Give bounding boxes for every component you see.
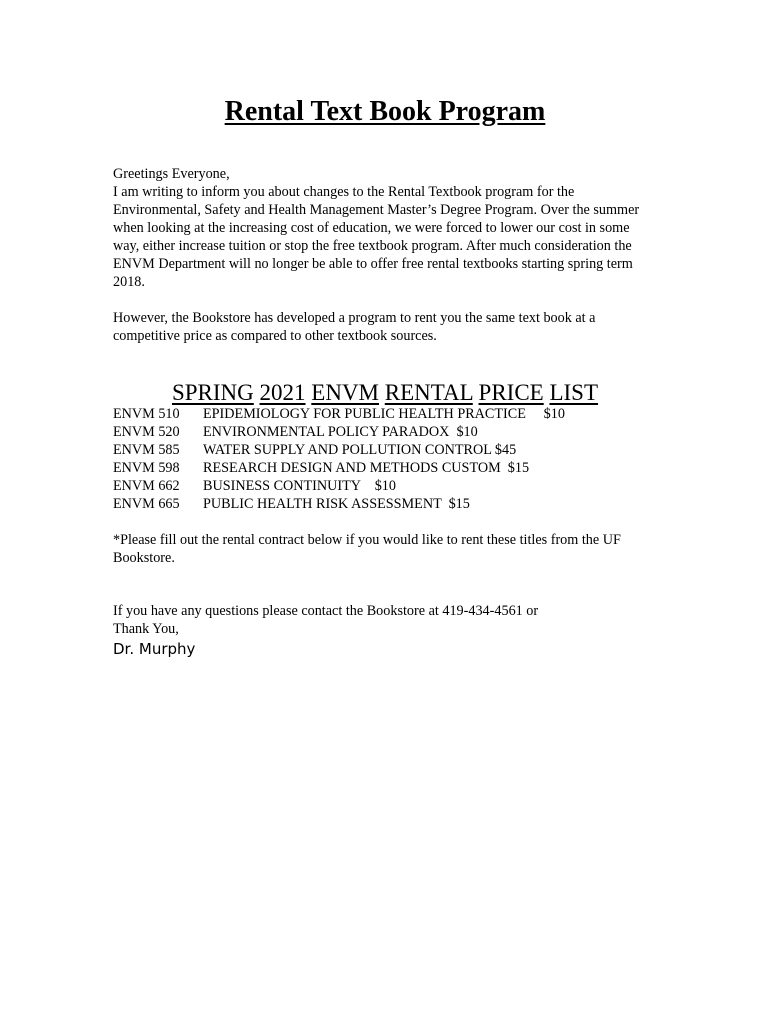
price-list-row — [113, 441, 673, 459]
bookstore-paragraph: However, the Bookstore has developed a program to rent you the same text book at a competitive price as compared to other textbook sources. — [113, 310, 596, 344]
course-title-price: PUBLIC HEALTH RISK ASSESSMENT $15 — [203, 496, 470, 512]
contact-line: If you have any questions please contact the Bookstore at 419-434-4561 or — [113, 603, 539, 619]
closing-line: Thank You, — [113, 621, 179, 637]
intro-paragraph: I am writing to inform you about changes to the Rental Textbook program for the Environmental, Safety and Health Management Master’s Degree Program. Over the summer when looking at the increasing cost of education, we were forced to lower our cost in some way, either increase tuition or stop the free textbook program. After much consideration the ENVM Department will no longer be able to offer free rental textbooks starting spring term 2018. — [113, 184, 640, 290]
price-heading-word: ENVM — [311, 380, 380, 405]
document-title: Rental Text Book Program — [224, 96, 546, 127]
course-title-price: BUSINESS CONTINUITY $10 — [203, 478, 396, 494]
course-title-price: EPIDEMIOLOGY FOR PUBLIC HEALTH PRACTICE $10 — [203, 406, 565, 422]
greeting: Greetings Everyone, — [113, 166, 230, 182]
price-list-heading — [0, 378, 770, 408]
course-title-price: RESEARCH DESIGN AND METHODS CUSTOM $15 — [203, 460, 530, 476]
course-code: ENVM 520 — [113, 424, 180, 440]
price-list-row — [113, 423, 673, 441]
course-title-price: WATER SUPPLY AND POLLUTION CONTROL $45 — [203, 442, 517, 458]
course-code: ENVM 585 — [113, 442, 180, 458]
course-code: ENVM 598 — [113, 460, 180, 476]
price-heading-word: PRICE — [478, 380, 544, 405]
course-title-price: ENVIRONMENTAL POLICY PARADOX $10 — [203, 424, 478, 440]
rental-contract-note: *Please fill out the rental contract below if you would like to rent these titles from the UF Bookstore. — [113, 532, 621, 566]
price-list-row — [113, 495, 673, 513]
signature: Dr. Murphy — [113, 640, 196, 658]
price-list-row — [113, 459, 673, 477]
course-code: ENVM 662 — [113, 478, 180, 494]
price-list — [113, 405, 673, 513]
price-heading-word: LIST — [549, 380, 599, 405]
price-heading-word: 2021 — [259, 380, 306, 405]
price-list-row — [113, 405, 673, 423]
price-heading-word: RENTAL — [384, 380, 473, 405]
course-code: ENVM 510 — [113, 406, 180, 422]
course-code: ENVM 665 — [113, 496, 180, 512]
price-list-row — [113, 477, 673, 495]
price-heading-word: SPRING — [171, 380, 254, 405]
